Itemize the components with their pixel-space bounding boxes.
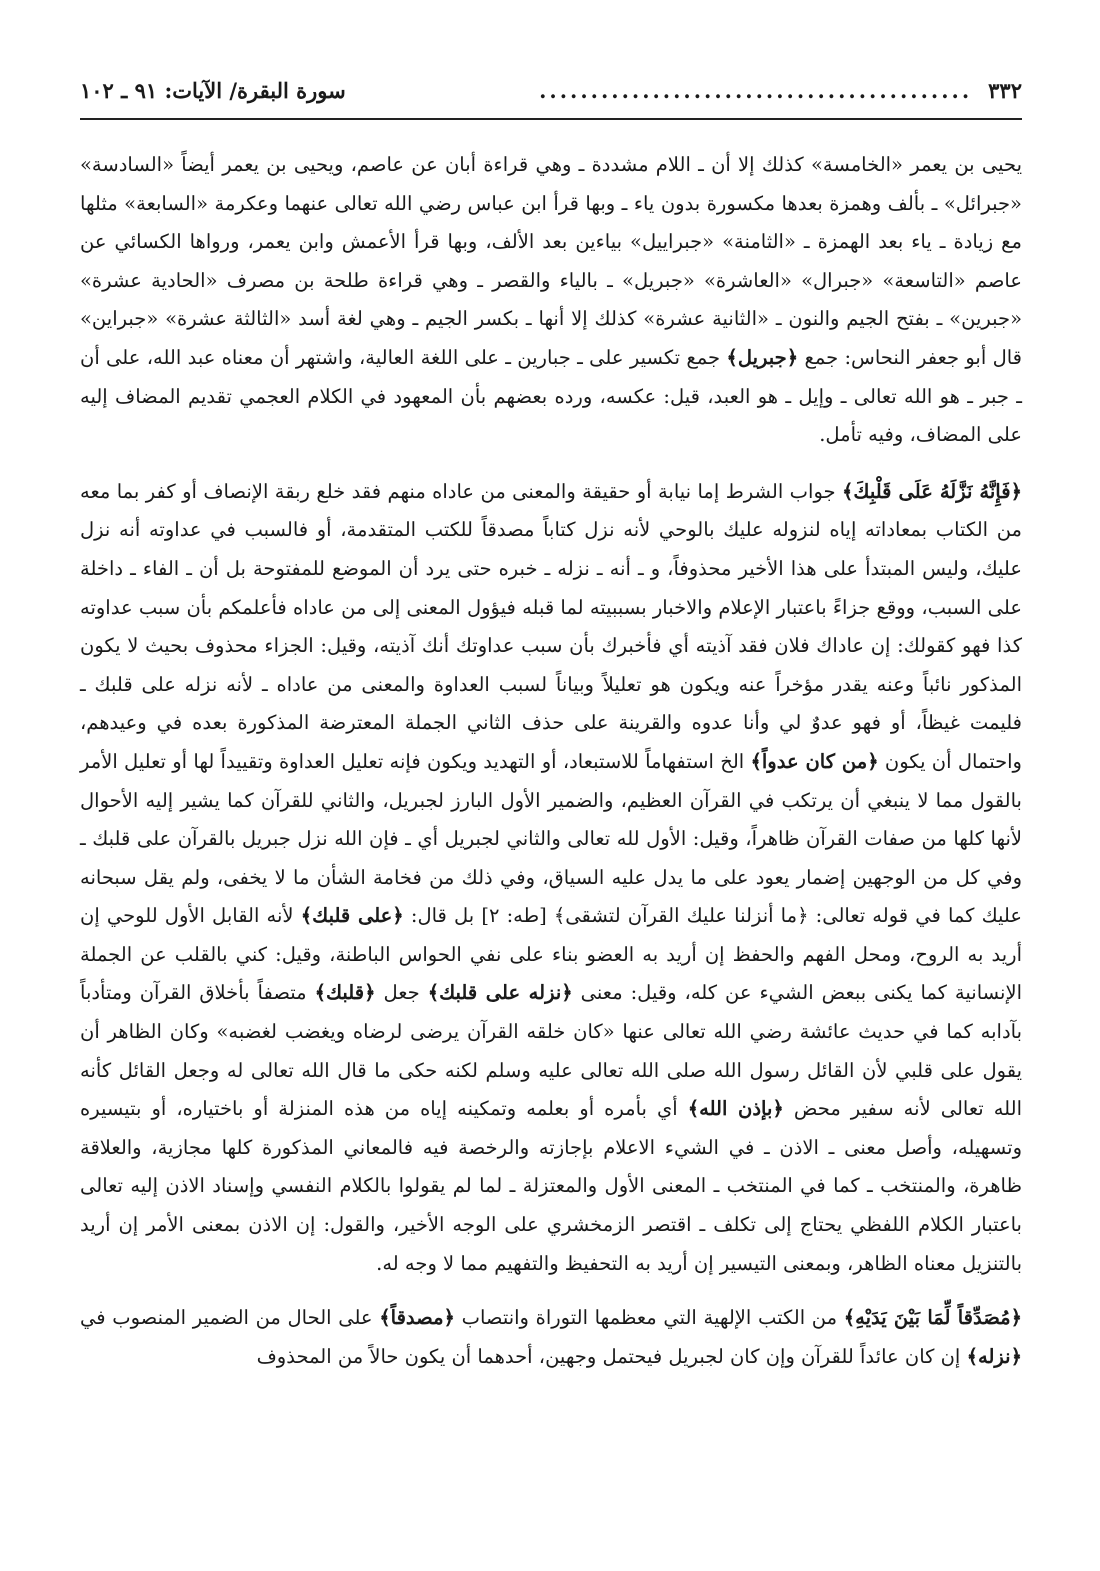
commentary-text: أي بأمره أو بعلمه وتمكينه إياه من هذه المنزلة أو باختياره، أو بتيسيره وتسهيله، وأصل معنى ـ الاذن ـ في الشيء الاعلام بإجازته والرخصة فيه فالمعاني المذكورة كلها مجازية، والعلاقة ظاهرة، والمنتخب ـ كما في المنتخب ـ المعنى الأول والمعتزلة ـ لما لم يقولوا بالكلام النفسي وإسناد الاذن إليه تعالى باعتبار الكلام اللفظي يحتاج إلى تكلف ـ اقتصر الزمخشري على الوجه الأخير، والقول: إن الاذن بمعنى الأمر إن أريد بالتنزيل معناه الظاهر، وبمعنى التيسير إن أريد به التحفيظ والتفهيم مما لا وجه له. — [80, 1097, 1022, 1275]
commentary-text: جعل — [375, 981, 428, 1005]
commentary-text: متصفاً بأخلاق القرآن ومتأدباً بآدابه كما في حديث عائشة رضي الله تعالى عنها «كان خلقه القرآن يرضى لرضاه ويغضب لغضبه» وكان الظاهر أن يقول على قلبي لأن القائل رسول الله صلى الله تعالى عليه وسلم لكنه حكى ما قال الله تعالى له وجعل القائل كأنه الله تعالى لأنه سفير محض — [80, 981, 1022, 1121]
page-number: ٣٣٢ — [988, 78, 1022, 103]
commentary-text: على الحال من الضمير المنصوب في — [80, 1306, 380, 1330]
quran-quote: ﴿نزله﴾ — [966, 1344, 1022, 1368]
paragraph-1 — [80, 146, 1022, 455]
paragraph-2 — [80, 473, 1022, 1283]
quran-quote: ﴿بإذن الله﴾ — [687, 1097, 784, 1121]
commentary-text: إن كان عائداً للقرآن وإن كان لجبريل فيحتمل وجهين، أحدهما أن يكون حالاً من المحذوف — [256, 1344, 967, 1368]
commentary-text: لأنه القابل الأول للوحي إن أريد به الروح، ومحل الفهم والحفظ إن أريد به العضو بناء على نفي الحواس الباطنة، وقيل: كني بالقلب عن الجملة الإنسانية كما يكنى ببعض الشيء عن كله، وقيل: معنى — [80, 904, 1022, 1005]
quran-quote: ﴿جبريل﴾ — [726, 345, 799, 369]
surah-title: سورة البقرة/ الآيات: ٩١ ـ ١٠٢ — [80, 78, 346, 103]
commentary-text: جمع تكسير على ـ جبارين ـ على اللغة العالية، واشتهر أن معناه عبد الله، على أن ـ جبر ـ هو الله تعالى ـ وإيل ـ هو العبد، قيل: عكسه، ورده بعضهم بأن المعهود في الكلام العجمي تقديم المضاف إليه على المضاف، وفيه تأمل. — [80, 345, 1022, 447]
quran-quote: ﴿قلبك﴾ — [314, 981, 376, 1005]
paragraph-3 — [80, 1299, 1022, 1376]
quran-quote: ﴿نزله على قلبك﴾ — [427, 981, 573, 1005]
page-header — [80, 78, 1022, 120]
quran-quote: ﴿مصدقاً﴾ — [379, 1306, 455, 1330]
body-text — [80, 146, 1022, 1376]
quran-quote: ﴿على قلبك﴾ — [300, 904, 404, 928]
header-leader-dots: .......................................... — [539, 78, 973, 103]
book-page — [80, 78, 1022, 1551]
quran-quote: ﴿فَإِنَّهُ نَزَّلَهُ عَلَى قَلْبِكَ﴾ — [841, 479, 1023, 503]
commentary-text: يحيى بن يعمر «الخامسة» كذلك إلا أن ـ اللام مشددة ـ وهي قراءة أبان عن عاصم، ويحيى بن يعمر أيضاً «السادسة» «جبرائل» ـ بألف وهمزة بعدها مكسورة بدون ياء ـ وبها قرأ ابن عباس رضي الله تعالى عنهما وعكرمة «السابعة» مثلها مع زيادة ـ ياء بعد الهمزة ـ «الثامنة» «جبراييل» بياءين بعد الألف، وبها قرأ الأعمش وابن يعمر، ورواها الكسائي عن عاصم «التاسعة» «جبرال» «العاشرة» «جبريل» ـ بالياء والقصر ـ وهي قراءة طلحة بن مصرف «الحادية عشرة» «جبرين» ـ بفتح الجيم والنون ـ «الثانية عشرة» كذلك إلا أنها ـ بكسر الجيم ـ وهي لغة أسد «الثالثة عشرة» «جبراين» قال أبو جعفر النحاس: جمع — [80, 153, 1022, 369]
commentary-text: من الكتب الإلهية التي معظمها التوراة وانتصاب — [454, 1306, 844, 1330]
commentary-text: الخ استفهاماً للاستبعاد، أو التهديد ويكون فإنه تعليل العداوة وتقييداً لها أو تعليل الأمر بالقول مما لا ينبغي أن يرتكب في القرآن العظيم، والضمير الأول البارز لجبريل، والثاني للقرآن كما يشير إليه الأحوال لأنها كلها من صفات القرآن ظاهراً، وقيل: الأول لله تعالى والثاني لجبريل أي ـ فإن الله نزل جبريل بالقرآن على قلبك ـ وفي كل من الوجهين إضمار يعود على ما يدل عليه السياق، وفي ذلك من فخامة الشأن ما لا يخفى، ولم يقل سبحانه عليك كما في قوله تعالى: ﴿ما أنزلنا عليك القرآن لتشقى﴾ [طه: ٢] بل قال: — [80, 749, 1022, 928]
quran-quote: ﴿من كان عدواً﴾ — [750, 749, 879, 773]
quran-quote: ﴿مُصَدِّقاً لِّمَا بَيْنَ يَدَيْهِ﴾ — [843, 1306, 1022, 1330]
commentary-text: جواب الشرط إما نيابة أو حقيقة والمعنى من عاداه منهم فقد خلع ربقة الإنصاف أو كفر بما معه من الكتاب بمعاداته إياه لنزوله عليك بالوحي لأنه نزل كتاباً مصدقاً للكتب المتقدمة، أو فالسبب في عداوته أنه نزل عليك، وليس المبتدأ على هذا الأخير محذوفاً، و ـ أنه ـ نزله ـ خبره حتى يرد أن الموضع للمفتوحة بل أن ـ الفاء ـ داخلة على السبب، ووقع جزاءً باعتبار الإعلام والاخبار بسببيته لما قبله فيؤول المعنى إلى من عاداه فأعلمكم بأن سبب عداوته كذا فهو كقولك: إن عاداك فلان فقد آذيته أي فأخبرك بأن سبب عداوتك أنك آذيته، وقيل: الجزاء محذوف بحيث لا يكون المذكور نائباً وعنه يقدر مؤخراً عنه ويكون هو تعليلاً وبياناً لسبب العداوة والمعنى من عاداه ـ لأنه نزله على قلبك ـ فليمت غيظاً، أو فهو عدوٌ لي وأنا عدوه والقرينة على حذف الثاني الجملة المعترضة المذكورة بعده في وعيدهم، واحتمال أن يكون — [80, 479, 1022, 773]
